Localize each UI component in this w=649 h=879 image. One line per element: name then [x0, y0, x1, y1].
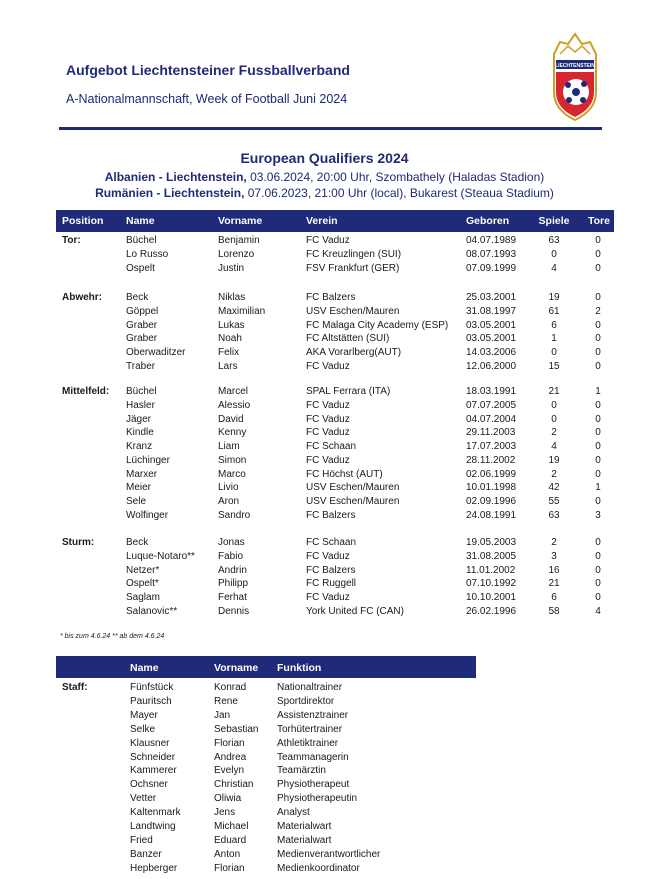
- name-cell: Büchel: [126, 235, 157, 246]
- vorname-cell: Liam: [218, 441, 240, 452]
- position-cell: Sturm:: [62, 537, 95, 548]
- vorname-cell: Michael: [214, 821, 249, 832]
- vorname-cell: Alessio: [218, 399, 251, 411]
- name-cell: Lüchinger: [126, 454, 170, 466]
- player-row: [56, 496, 614, 510]
- name-cell: Landtwing: [130, 821, 176, 832]
- name-cell: Büchel: [126, 386, 157, 397]
- tore-cell: 0: [595, 292, 601, 303]
- match-teams: Rumänien - Liechtenstein,: [95, 186, 245, 200]
- staff-row: [56, 738, 476, 752]
- name-cell: Göppel: [126, 305, 159, 317]
- name-cell: Banzer: [130, 848, 162, 860]
- name-cell: Schneider: [130, 751, 176, 763]
- tore-cell: 0: [595, 399, 601, 411]
- verein-cell: FC Vaduz: [306, 550, 350, 562]
- verein-cell: FC Balzers: [306, 509, 356, 521]
- match-teams: Albanien - Liechtenstein,: [104, 170, 247, 184]
- staff-row: [56, 765, 476, 779]
- tore-cell: 0: [595, 262, 601, 274]
- tore-cell: 3: [595, 509, 601, 521]
- player-row: [56, 414, 614, 428]
- tore-cell: 0: [595, 592, 601, 603]
- verein-cell: FC Vaduz: [306, 592, 350, 603]
- funktion-cell: Materialwart: [277, 821, 332, 832]
- geboren-cell: 02.06.1999: [466, 468, 517, 480]
- geboren-cell: 24.08.1991: [466, 509, 517, 521]
- staff-row: [56, 682, 476, 696]
- header-vorname: Vorname: [214, 662, 259, 674]
- geboren-cell: 14.03.2006: [466, 347, 517, 358]
- geboren-cell: 12.06.2000: [466, 360, 517, 372]
- player-row: [56, 400, 614, 414]
- player-row: [56, 510, 614, 524]
- geboren-cell: 03.05.2001: [466, 333, 517, 345]
- name-cell: Hepberger: [130, 862, 178, 874]
- vorname-cell: Oliwia: [214, 793, 242, 805]
- spiele-cell: 63: [548, 509, 560, 521]
- vorname-cell: Lorenzo: [218, 248, 255, 260]
- name-cell: Saglam: [126, 592, 160, 603]
- name-cell: Selke: [130, 723, 156, 735]
- players-table-header: [56, 210, 614, 232]
- spiele-cell: 0: [551, 248, 557, 260]
- tore-cell: 4: [595, 605, 601, 617]
- geboren-cell: 28.11.2002: [466, 454, 516, 466]
- verein-cell: FSV Frankfurt (GER): [306, 262, 400, 274]
- vorname-cell: Eduard: [214, 834, 247, 846]
- verein-cell: FC Schaan: [306, 441, 357, 452]
- geboren-cell: 07.07.2005: [466, 399, 517, 411]
- spiele-cell: 15: [548, 360, 560, 372]
- name-cell: Klausner: [130, 737, 170, 749]
- player-row: [56, 347, 614, 361]
- spiele-cell: 21: [548, 386, 560, 397]
- vorname-cell: Niklas: [218, 292, 246, 303]
- verein-cell: USV Eschen/Mauren: [306, 482, 400, 494]
- name-cell: Beck: [126, 537, 149, 548]
- tore-cell: 0: [595, 248, 601, 260]
- vorname-cell: Sandro: [218, 509, 251, 521]
- header-verein: Verein: [306, 215, 338, 227]
- vorname-cell: Andrin: [218, 564, 247, 576]
- player-row: [56, 263, 614, 277]
- name-cell: Jäger: [126, 413, 152, 425]
- name-cell: Sele: [126, 496, 147, 507]
- vorname-cell: Florian: [214, 737, 245, 749]
- geboren-cell: 02.09.1996: [466, 496, 517, 507]
- verein-cell: FC Vaduz: [306, 235, 350, 246]
- vorname-cell: Simon: [218, 454, 247, 466]
- vorname-cell: Anton: [214, 848, 241, 860]
- verein-cell: FC Altstätten (SUI): [306, 333, 390, 345]
- tore-cell: 0: [595, 319, 601, 331]
- name-cell: Oberwaditzer: [126, 347, 186, 358]
- player-row: [56, 427, 614, 441]
- verein-cell: York United FC (CAN): [306, 605, 404, 617]
- verein-cell: USV Eschen/Mauren: [306, 496, 400, 507]
- name-cell: Marxer: [126, 468, 158, 480]
- header-vorname: Vorname: [218, 215, 263, 227]
- tore-cell: 0: [595, 578, 601, 590]
- player-row: [56, 469, 614, 483]
- staff-row: [56, 710, 476, 724]
- player-row: [56, 361, 614, 375]
- name-cell: Kammerer: [130, 765, 177, 777]
- geboren-cell: 19.05.2003: [466, 537, 517, 548]
- name-cell: Vetter: [130, 793, 157, 805]
- name-cell: Graber: [126, 319, 158, 331]
- header-spiele: Spiele: [538, 215, 570, 227]
- verein-cell: FC Höchst (AUT): [306, 468, 383, 480]
- player-row: [56, 551, 614, 565]
- tore-cell: 1: [595, 386, 601, 397]
- geboren-cell: 10.01.1998: [466, 482, 517, 494]
- tore-cell: 0: [595, 333, 601, 345]
- spiele-cell: 58: [548, 605, 560, 617]
- event-title: European Qualifiers 2024: [240, 150, 409, 166]
- spiele-cell: 19: [548, 292, 560, 303]
- header-name: Name: [126, 215, 155, 227]
- vorname-cell: Andrea: [214, 751, 247, 763]
- geboren-cell: 29.11.2003: [466, 427, 516, 439]
- vorname-cell: Evelyn: [214, 765, 245, 777]
- tore-cell: 0: [595, 537, 601, 548]
- header-divider: [59, 127, 602, 130]
- player-row: [56, 333, 614, 347]
- staff-row: [56, 835, 476, 849]
- name-cell: Hasler: [126, 399, 155, 411]
- tore-cell: 0: [595, 468, 601, 480]
- verein-cell: FC Vaduz: [306, 413, 350, 425]
- verein-cell: FC Vaduz: [306, 399, 350, 411]
- match-line-2: [0, 186, 649, 200]
- vorname-cell: Aron: [218, 496, 240, 507]
- name-cell: Traber: [126, 360, 156, 372]
- name-cell: Kranz: [126, 441, 153, 452]
- player-row: [56, 565, 614, 579]
- match-details: 03.06.2024, 20:00 Uhr, Szombathely (Haladas Stadion): [246, 170, 545, 184]
- vorname-cell: Fabio: [218, 550, 244, 562]
- spiele-cell: 55: [548, 496, 560, 507]
- staff-row: [56, 724, 476, 738]
- geboren-cell: 25.03.2001: [466, 292, 517, 303]
- name-cell: Ospelt*: [126, 578, 159, 590]
- tore-cell: 0: [595, 550, 601, 562]
- player-row: [56, 537, 614, 551]
- document-title: Aufgebot Liechtensteiner Fussballverband: [66, 62, 350, 78]
- verein-cell: FC Balzers: [306, 564, 356, 576]
- verein-cell: SPAL Ferrara (ITA): [306, 386, 391, 397]
- document-subtitle: A-Nationalmannschaft, Week of Football Juni 2024: [66, 92, 348, 106]
- tore-cell: 2: [595, 305, 601, 317]
- verein-cell: FC Vaduz: [306, 454, 350, 466]
- name-cell: Meier: [126, 482, 152, 494]
- vorname-cell: Livio: [218, 482, 239, 494]
- spiele-cell: 0: [551, 399, 557, 411]
- player-row: [56, 292, 614, 306]
- name-cell: Kaltenmark: [130, 807, 181, 819]
- funktion-cell: Analyst: [277, 807, 310, 819]
- vorname-cell: Rene: [214, 695, 238, 707]
- spiele-cell: 0: [551, 413, 557, 425]
- staff-row: [56, 793, 476, 807]
- spiele-cell: 2: [551, 468, 557, 480]
- verein-cell: FC Vaduz: [306, 427, 350, 439]
- vorname-cell: Marcel: [218, 386, 249, 397]
- geboren-cell: 26.02.1996: [466, 605, 517, 617]
- position-cell: Abwehr:: [62, 292, 102, 303]
- player-row: [56, 606, 614, 620]
- player-row: [56, 482, 614, 496]
- funktion-cell: Medienkoordinator: [277, 862, 360, 874]
- verein-cell: USV Eschen/Mauren: [306, 305, 400, 317]
- spiele-cell: 0: [551, 347, 557, 358]
- verein-cell: FC Vaduz: [306, 360, 350, 372]
- name-cell: Salanovic**: [126, 605, 178, 617]
- geboren-cell: 31.08.1997: [466, 305, 517, 317]
- vorname-cell: David: [218, 413, 244, 425]
- spiele-cell: 3: [551, 550, 557, 562]
- player-row: [56, 455, 614, 469]
- vorname-cell: Lukas: [218, 319, 245, 331]
- spiele-cell: 1: [551, 333, 557, 345]
- funktion-cell: Physiotherapeutin: [277, 793, 358, 805]
- vorname-cell: Maximilian: [218, 305, 266, 317]
- staff-row: [56, 821, 476, 835]
- geboren-cell: 08.07.1993: [466, 248, 517, 260]
- name-cell: Fried: [130, 834, 153, 846]
- staff-table-header: [56, 656, 476, 678]
- player-row: [56, 592, 614, 606]
- position-cell: Staff:: [62, 682, 88, 693]
- name-cell: Kindle: [126, 427, 154, 439]
- spiele-cell: 61: [548, 305, 560, 317]
- tore-cell: 0: [595, 427, 601, 439]
- header-name: Name: [130, 662, 159, 674]
- funktion-cell: Assistenztrainer: [277, 709, 349, 721]
- tore-cell: 0: [595, 564, 601, 576]
- player-row: [56, 578, 614, 592]
- spiele-cell: 6: [551, 319, 557, 331]
- verein-cell: FC Kreuzlingen (SUI): [306, 248, 402, 260]
- player-row: [56, 235, 614, 249]
- spiele-cell: 16: [548, 564, 560, 576]
- tore-cell: 0: [595, 413, 601, 425]
- tore-cell: 0: [595, 441, 601, 452]
- geboren-cell: 04.07.2004: [466, 413, 517, 425]
- vorname-cell: Philipp: [218, 578, 249, 590]
- spiele-cell: 2: [551, 537, 557, 548]
- geboren-cell: 31.08.2005: [466, 550, 517, 562]
- player-row: [56, 441, 614, 455]
- name-cell: Lo Russo: [126, 248, 169, 260]
- funktion-cell: Medienverantwortlicher: [277, 848, 381, 860]
- name-cell: Netzer*: [126, 564, 160, 576]
- geboren-cell: 18.03.1991: [466, 386, 517, 397]
- vorname-cell: Felix: [218, 347, 240, 358]
- name-cell: Luque-Notaro**: [126, 550, 195, 562]
- name-cell: Ochsner: [130, 779, 168, 791]
- vorname-cell: Benjamin: [218, 235, 260, 246]
- position-cell: Mittelfeld:: [62, 386, 110, 397]
- match-line-1: [0, 170, 649, 184]
- verein-cell: FC Balzers: [306, 292, 356, 303]
- spiele-cell: 2: [551, 427, 557, 439]
- geboren-cell: 17.07.2003: [466, 441, 517, 452]
- vorname-cell: Jens: [214, 807, 236, 819]
- spiele-cell: 6: [551, 592, 557, 603]
- tore-cell: 0: [595, 496, 601, 507]
- vorname-cell: Florian: [214, 862, 245, 874]
- vorname-cell: Noah: [218, 333, 242, 345]
- geboren-cell: 03.05.2001: [466, 319, 517, 331]
- funktion-cell: Athletiktrainer: [277, 737, 339, 749]
- staff-row: [56, 696, 476, 710]
- funktion-cell: Teammanagerin: [277, 751, 349, 763]
- spiele-cell: 19: [548, 454, 560, 466]
- staff-row: [56, 863, 476, 877]
- vorname-cell: Konrad: [214, 682, 247, 693]
- footnote: * bis zum 4.6.24 ** ab dem 4.6.24: [60, 633, 165, 640]
- vorname-cell: Christian: [214, 779, 254, 791]
- spiele-cell: 42: [548, 482, 560, 494]
- staff-row: [56, 752, 476, 766]
- geboren-cell: 10.10.2001: [466, 592, 517, 603]
- tore-cell: 1: [595, 482, 601, 494]
- player-row: [56, 306, 614, 320]
- spiele-cell: 4: [551, 441, 557, 452]
- staff-row: [56, 779, 476, 793]
- geboren-cell: 07.10.1992: [466, 578, 517, 590]
- vorname-cell: Marco: [218, 468, 246, 480]
- geboren-cell: 11.01.2002: [466, 564, 516, 576]
- vorname-cell: Justin: [218, 262, 245, 274]
- verein-cell: FC Malaga City Academy (ESP): [306, 319, 449, 331]
- vorname-cell: Ferhat: [218, 592, 247, 603]
- funktion-cell: Materialwart: [277, 834, 332, 846]
- vorname-cell: Sebastian: [214, 723, 259, 735]
- verein-cell: FC Ruggell: [306, 578, 357, 590]
- vorname-cell: Dennis: [218, 605, 250, 617]
- svg-text:LIECHTENSTEIN: LIECHTENSTEIN: [555, 63, 595, 69]
- header-geboren: Geboren: [466, 215, 510, 227]
- name-cell: Mayer: [130, 709, 158, 721]
- tore-cell: 0: [595, 360, 601, 372]
- tore-cell: 0: [595, 235, 601, 246]
- header-funktion: Funktion: [277, 662, 322, 674]
- name-cell: Graber: [126, 333, 158, 345]
- vorname-cell: Kenny: [218, 427, 247, 439]
- name-cell: Wolfinger: [126, 509, 169, 521]
- name-cell: Ospelt: [126, 262, 155, 274]
- verein-cell: FC Schaan: [306, 537, 357, 548]
- spiele-cell: 21: [548, 578, 560, 590]
- name-cell: Beck: [126, 292, 149, 303]
- liechtenstein-fa-crest-icon: [552, 32, 598, 122]
- funktion-cell: Teamärztin: [277, 765, 326, 777]
- header-position: Position: [62, 215, 104, 227]
- staff-row: [56, 849, 476, 863]
- spiele-cell: 63: [548, 235, 560, 246]
- player-row: [56, 249, 614, 263]
- funktion-cell: Torhütertrainer: [277, 723, 343, 735]
- vorname-cell: Jonas: [218, 537, 245, 548]
- geboren-cell: 07.09.1999: [466, 262, 517, 274]
- funktion-cell: Physiotherapeut: [277, 779, 350, 791]
- vorname-cell: Jan: [214, 709, 231, 721]
- name-cell: Fünfstück: [130, 682, 174, 693]
- vorname-cell: Lars: [218, 360, 238, 372]
- staff-row: [56, 807, 476, 821]
- player-row: [56, 320, 614, 334]
- player-row: [56, 386, 614, 400]
- tore-cell: 0: [595, 454, 601, 466]
- spiele-cell: 4: [551, 262, 557, 274]
- name-cell: Pauritsch: [130, 695, 172, 707]
- match-details: 07.06.2023, 21:00 Uhr (local), Bukarest (Steaua Stadium): [244, 186, 554, 200]
- tore-cell: 0: [595, 347, 601, 358]
- funktion-cell: Sportdirektor: [277, 695, 335, 707]
- geboren-cell: 04.07.1989: [466, 235, 517, 246]
- verein-cell: AKA Vorarlberg(AUT): [306, 347, 402, 358]
- header-tore: Tore: [588, 215, 610, 227]
- position-cell: Tor:: [62, 235, 81, 246]
- funktion-cell: Nationaltrainer: [277, 682, 343, 693]
